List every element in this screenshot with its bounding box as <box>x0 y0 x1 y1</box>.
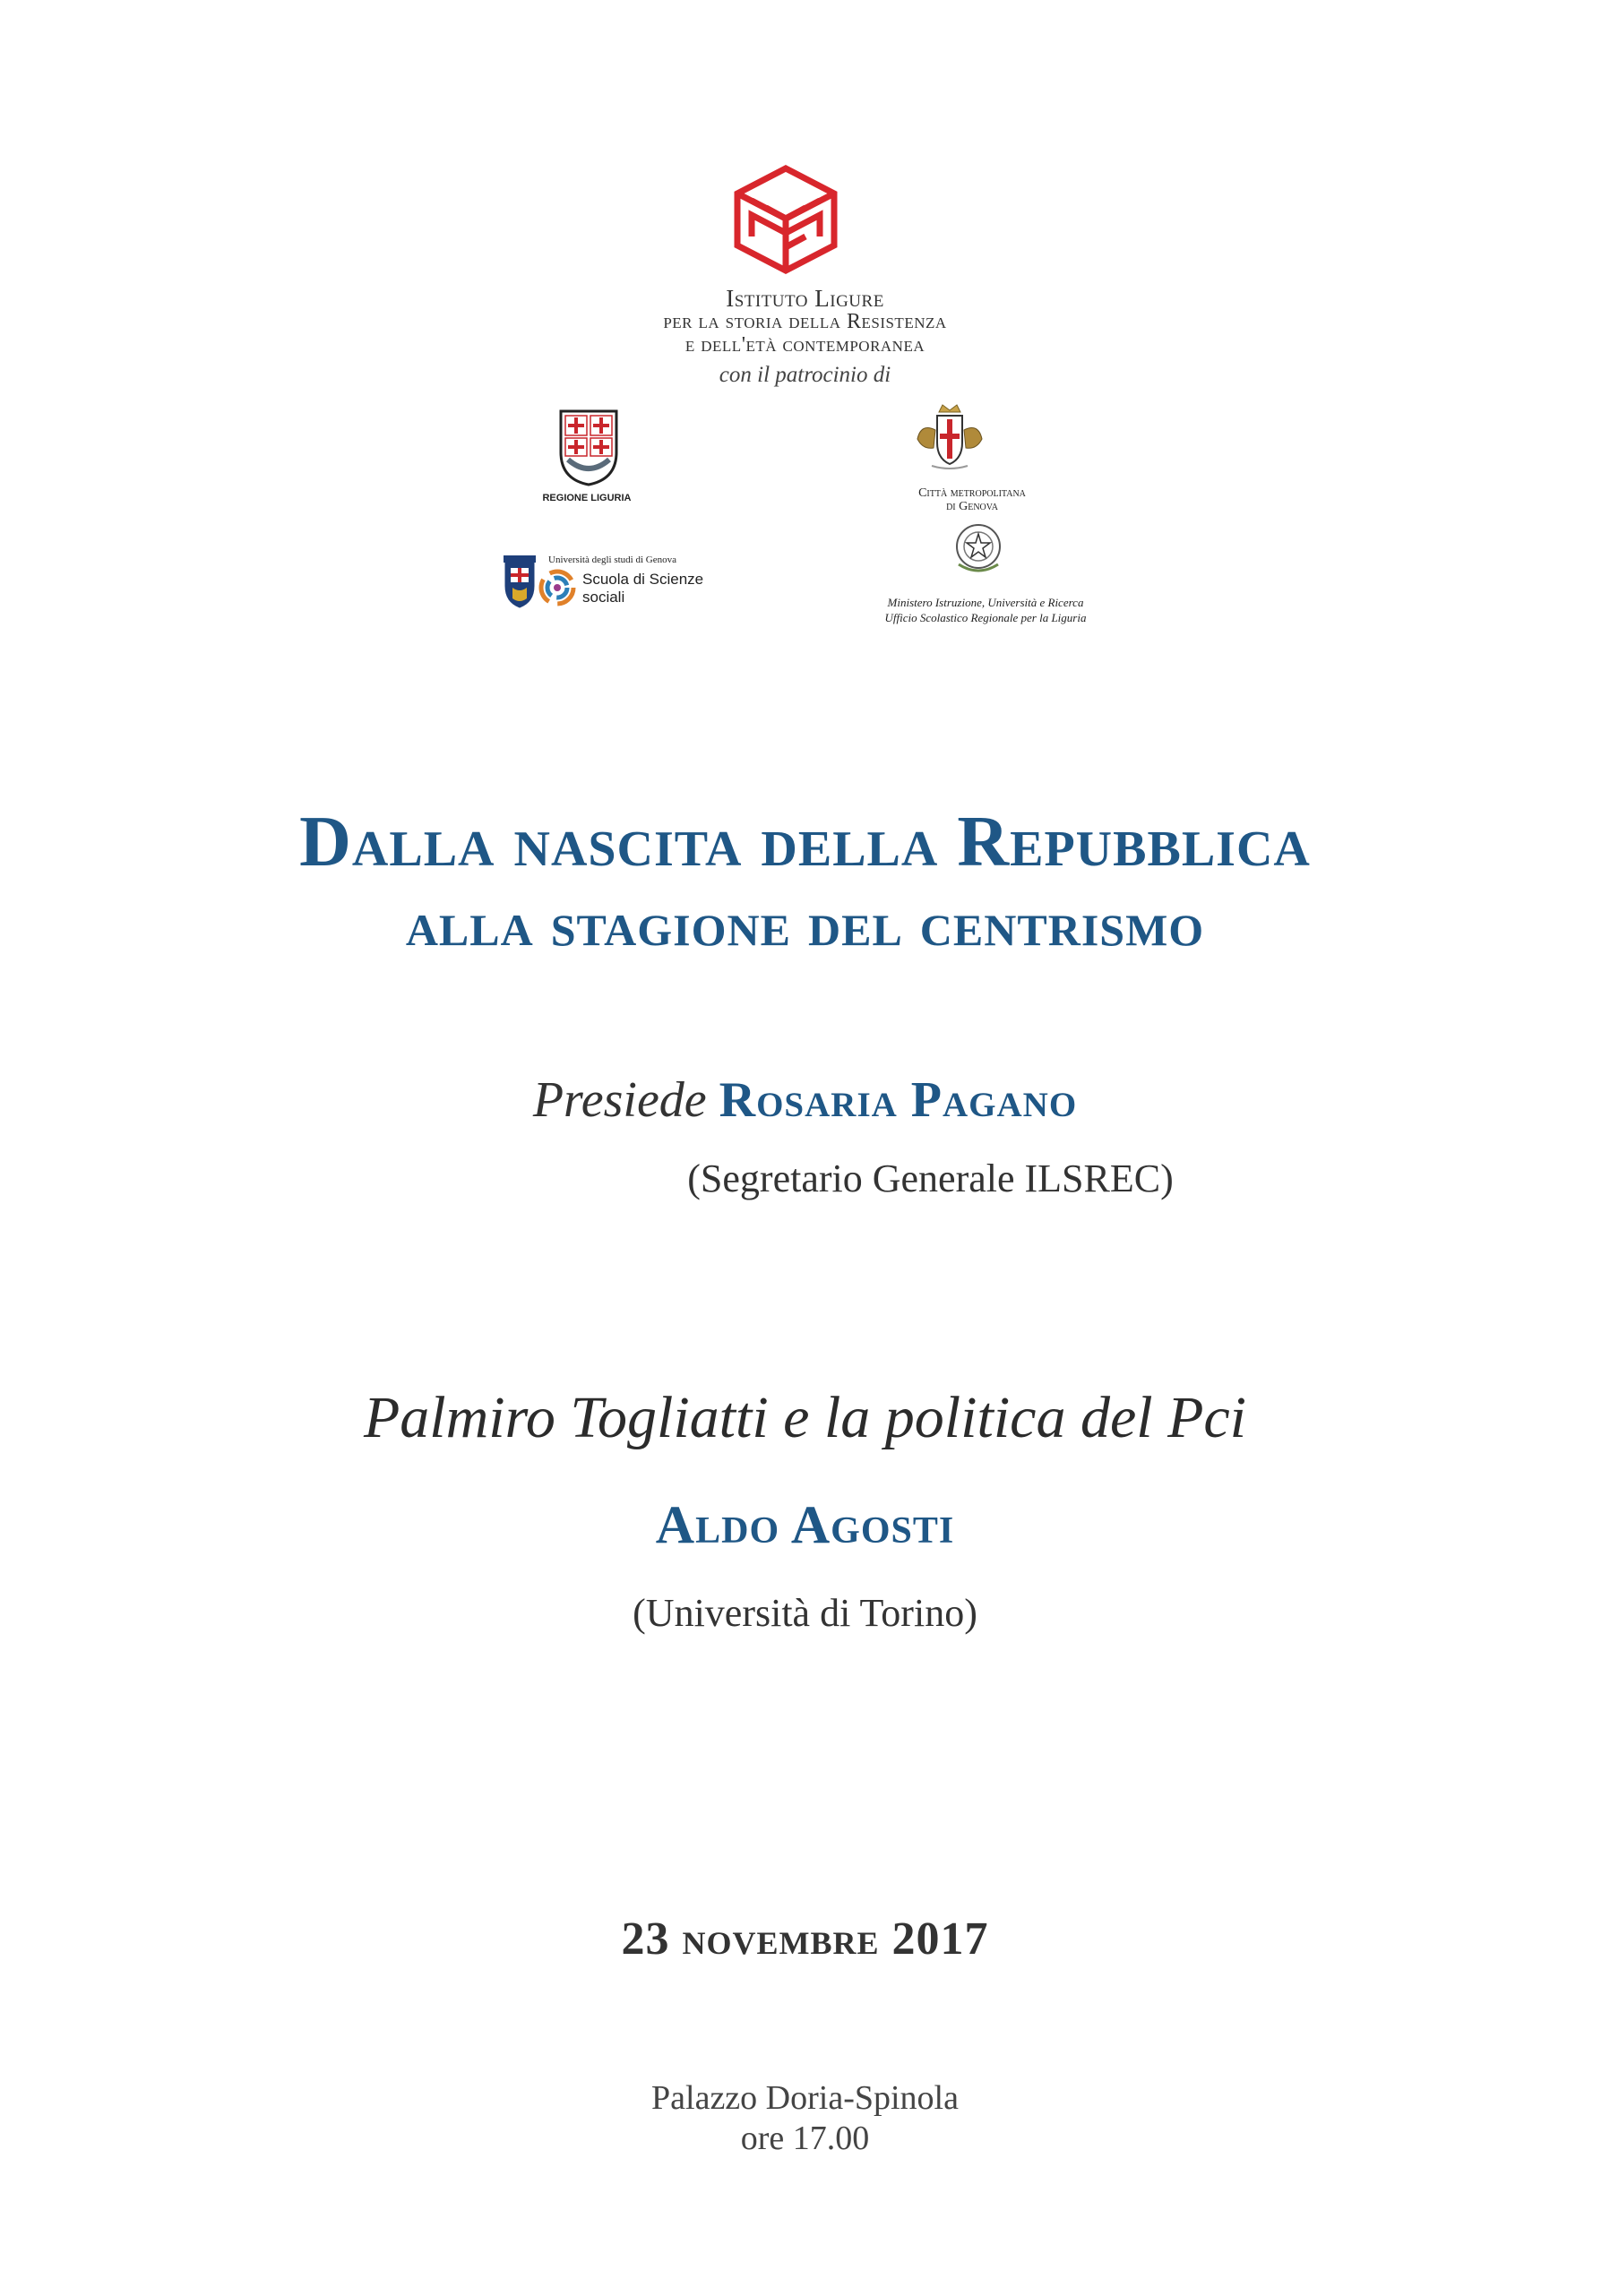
chair-prefix: Presiede <box>532 1072 707 1128</box>
ministero-caption-line-1: Ministero Istruzione, Università e Ricerca <box>887 596 1084 609</box>
citta-metropolitana-crest-icon <box>914 403 986 471</box>
italian-republic-emblem-icon <box>950 520 1007 579</box>
talk-title: Palmiro Togliatti e la politica del Pci <box>363 1385 1247 1450</box>
ministero-caption-line-2: Ufficio Scolastico Regionale per la Liguria <box>884 611 1087 624</box>
unige-caption-main: Scuola di Scienze sociali <box>582 571 704 606</box>
chair-name: Rosaria Pagano <box>719 1072 1078 1128</box>
institute-name-line-3: e dell'età contemporanea <box>684 333 926 357</box>
regione-liguria-caption: REGIONE LIGURIA <box>542 493 632 503</box>
speaker-name: Aldo Agosti <box>655 1495 955 1554</box>
unige-caption-top: Università degli studi di Genova <box>548 555 676 565</box>
speaker-affiliation: (Università di Torino) <box>633 1591 977 1635</box>
chair-role-org: ILSREC <box>1024 1157 1161 1200</box>
regione-liguria-shield-icon <box>557 408 620 488</box>
ministero-caption <box>860 595 1111 625</box>
institute-name-line-2: per la storia della Resistenza <box>663 310 947 333</box>
event-time: ore 17.00 <box>740 2120 870 2157</box>
event-title-line-2: alla stagione del centrismo <box>405 888 1205 959</box>
ilsrec-logo-icon <box>730 163 841 274</box>
chair-role <box>125 1156 1610 1201</box>
chair-role-close: ) <box>1160 1157 1174 1200</box>
event-title-line-1: Dalla nascita della Repubblica <box>299 803 1311 881</box>
citta-metropolitana-caption <box>874 486 1071 513</box>
event-venue: Palazzo Doria-Spinola <box>651 2079 959 2117</box>
patronage-text: con il patrocinio di <box>719 363 891 387</box>
citta-caption-line-1: Città metropolitana <box>918 486 1026 500</box>
chair-line <box>0 1071 1610 1129</box>
citta-caption-line-2: di Genova <box>946 500 998 513</box>
chair-role-open: (Segretario Generale <box>687 1157 1015 1200</box>
event-date: 23 novembre 2017 <box>621 1913 989 1965</box>
institute-name-line-1: Istituto Ligure <box>726 285 884 312</box>
